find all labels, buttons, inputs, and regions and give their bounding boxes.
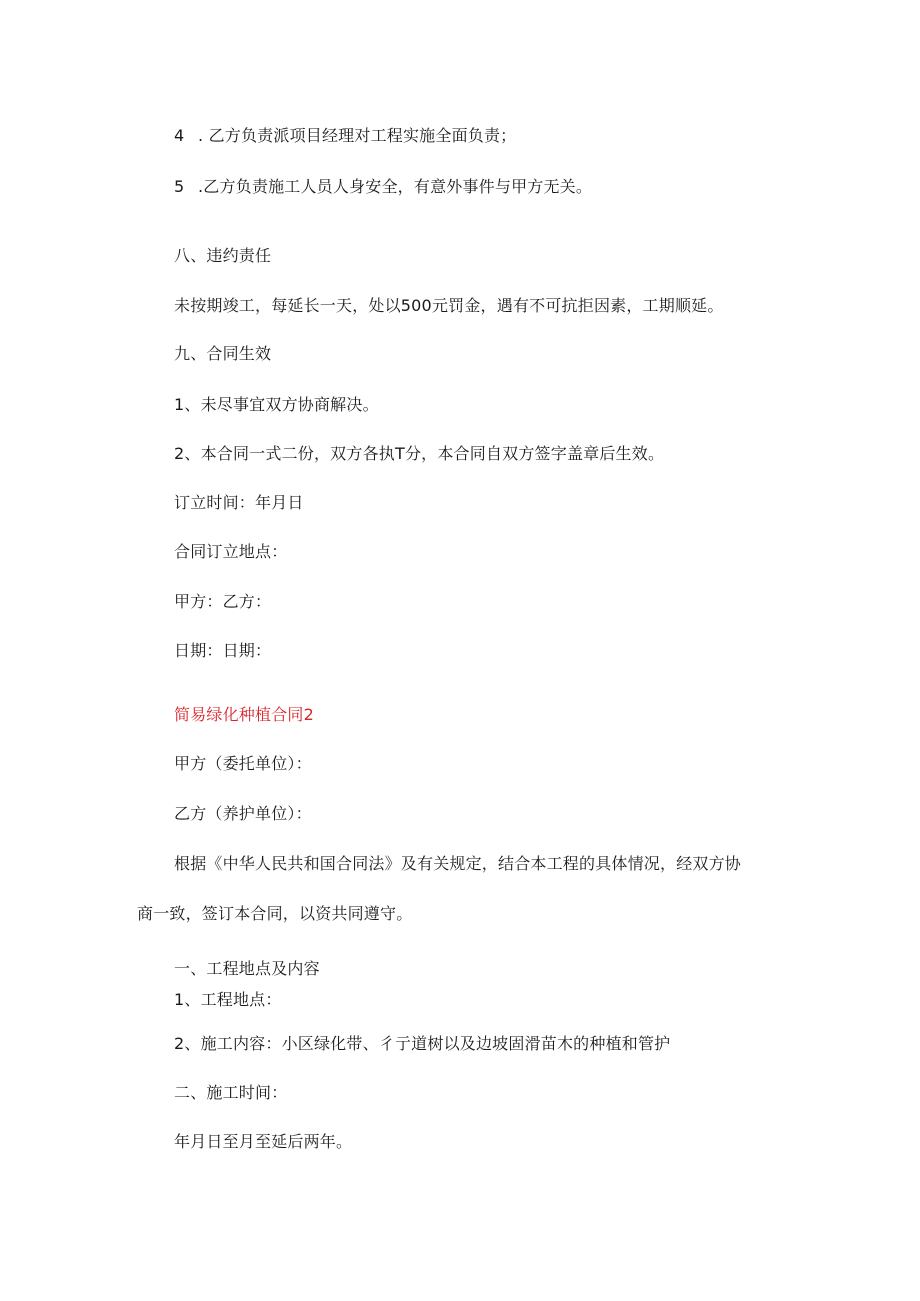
section-heading-time: 二、施工时间： [174,1083,288,1102]
effect-clause-1: 1、未尽事宜双方协商解决。 [174,395,379,414]
effect-clause-2: 2、本合同一式二份，双方各执T分，本合同自双方签字盖章后生效。 [174,444,665,463]
signing-time: 订立时间：年月日 [174,493,304,512]
contract-2-title: 简易绿化种植合同2 [174,705,314,724]
signing-place: 合同订立地点： [174,542,288,561]
signing-dates: 日期：日期： [174,641,272,660]
work-location: 1、工程地点： [174,990,282,1009]
clause-item-5 [174,176,592,198]
clause-text: . 乙方负责派项目经理对工程实施全面负责； [198,126,517,145]
section-heading-location: 一、工程地点及内容 [174,959,320,978]
clause-item-4 [174,125,516,147]
signing-parties: 甲方：乙方： [174,592,272,611]
party-b-line: 乙方（养护单位）： [174,804,312,823]
clause-text: .乙方负责施工人员人身安全，有意外事件与甲方无关。 [198,177,593,196]
party-a-line: 甲方（委托单位）： [174,754,312,773]
preamble-line-2: 商一致，签订本合同，以资共同遵守。 [137,904,413,923]
clause-number: 4 [174,126,185,145]
work-period: 年月日至月至延后两年。 [174,1132,353,1151]
clause-number: 5 [174,177,185,196]
section-heading-breach: 八、违约责任 [174,246,272,265]
preamble-line-1: 根据《中华人民共和国合同法》及有关规定，结合本工程的具体情况，经双方协 [174,854,742,873]
section-heading-effect: 九、合同生效 [174,344,272,363]
breach-text: 未按期竣工，每延长一天，处以500元罚金，遇有不可抗拒因素，工期顺延。 [174,296,724,315]
work-content: 2、施工内容：小区绿化带、彳亍道树以及边坡固滑苗木的种植和管护 [174,1034,671,1053]
